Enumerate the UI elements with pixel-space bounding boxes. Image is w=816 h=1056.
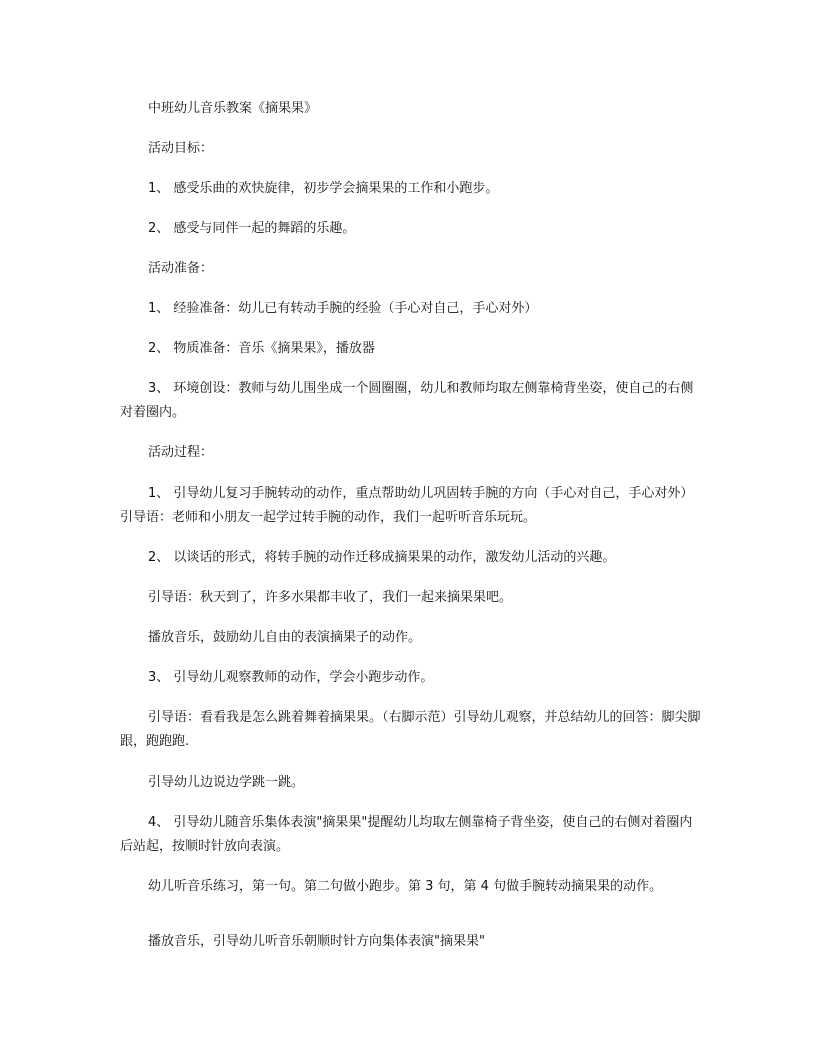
- process-practice-text: 引导幼儿边说边学跳一跳。: [148, 775, 305, 790]
- process-step-4: 4、 引导幼儿随音乐集体表演"摘果果"提醒幼儿均取左侧靠椅子背坐姿，使自己的右侧对着圈内后站起，按顺时针放向表演。: [120, 815, 693, 854]
- preparation-item-1: 1、 经验准备：幼儿已有转动手腕的经验（手心对自己，手心对外）: [148, 301, 538, 316]
- goal-item-2: 2、 感受与同伴一起的舞蹈的乐趣。: [148, 221, 356, 236]
- process-music-text-1: 播放音乐，鼓励幼儿自由的表演摘果子的动作。: [148, 630, 422, 645]
- preparation-item-2: 2、 物质准备：音乐《摘果果》，播放器: [148, 341, 375, 356]
- process-step-3: 3、 引导幼儿观察教师的动作，学会小跑步动作。: [148, 670, 434, 685]
- process-music-text-2: 播放音乐，引导幼儿听音乐朝顺时针方向集体表演"摘果果": [148, 934, 485, 949]
- document-title: 中班幼儿音乐教案《摘果果》: [148, 101, 318, 116]
- section-heading-process: 活动过程：: [148, 445, 214, 460]
- process-step-2: 2、 以谈话的形式，将转手腕的动作迁移成摘果果的动作，激发幼儿活动的兴趣。: [148, 550, 616, 565]
- section-heading-goals: 活动目标：: [148, 141, 214, 156]
- process-guide-text-2: 引导语：看看我是怎么跳着舞着摘果果。（右脚示范）引导幼儿观察，并总结幼儿的回答：脚尖脚跟，跑跑跑.: [120, 710, 701, 749]
- section-heading-preparation: 活动准备：: [148, 261, 214, 276]
- process-listen-text: 幼儿听音乐练习，第一句。第二句做小跑步。第 3 句，第 4 句做手腕转动摘果果的动作。: [148, 879, 663, 894]
- process-step-1: 1、 引导幼儿复习手腕转动的动作，重点帮助幼儿巩固转手腕的方向（手心对自己，手心对外）引导语：老师和小朋友一起学过转手腕的动作，我们一起听听音乐玩玩。: [120, 486, 694, 525]
- process-guide-text-1: 引导语：秋天到了，许多水果都丰收了，我们一起来摘果果吧。: [148, 590, 513, 605]
- goal-item-1: 1、 感受乐曲的欢快旋律，初步学会摘果果的工作和小跑步。: [148, 181, 499, 196]
- preparation-item-3: 3、 环境创设：教师与幼儿围坐成一个圆圈圈，幼儿和教师均取左侧靠椅背坐姿，使自己的右侧对着圈内。: [120, 381, 694, 420]
